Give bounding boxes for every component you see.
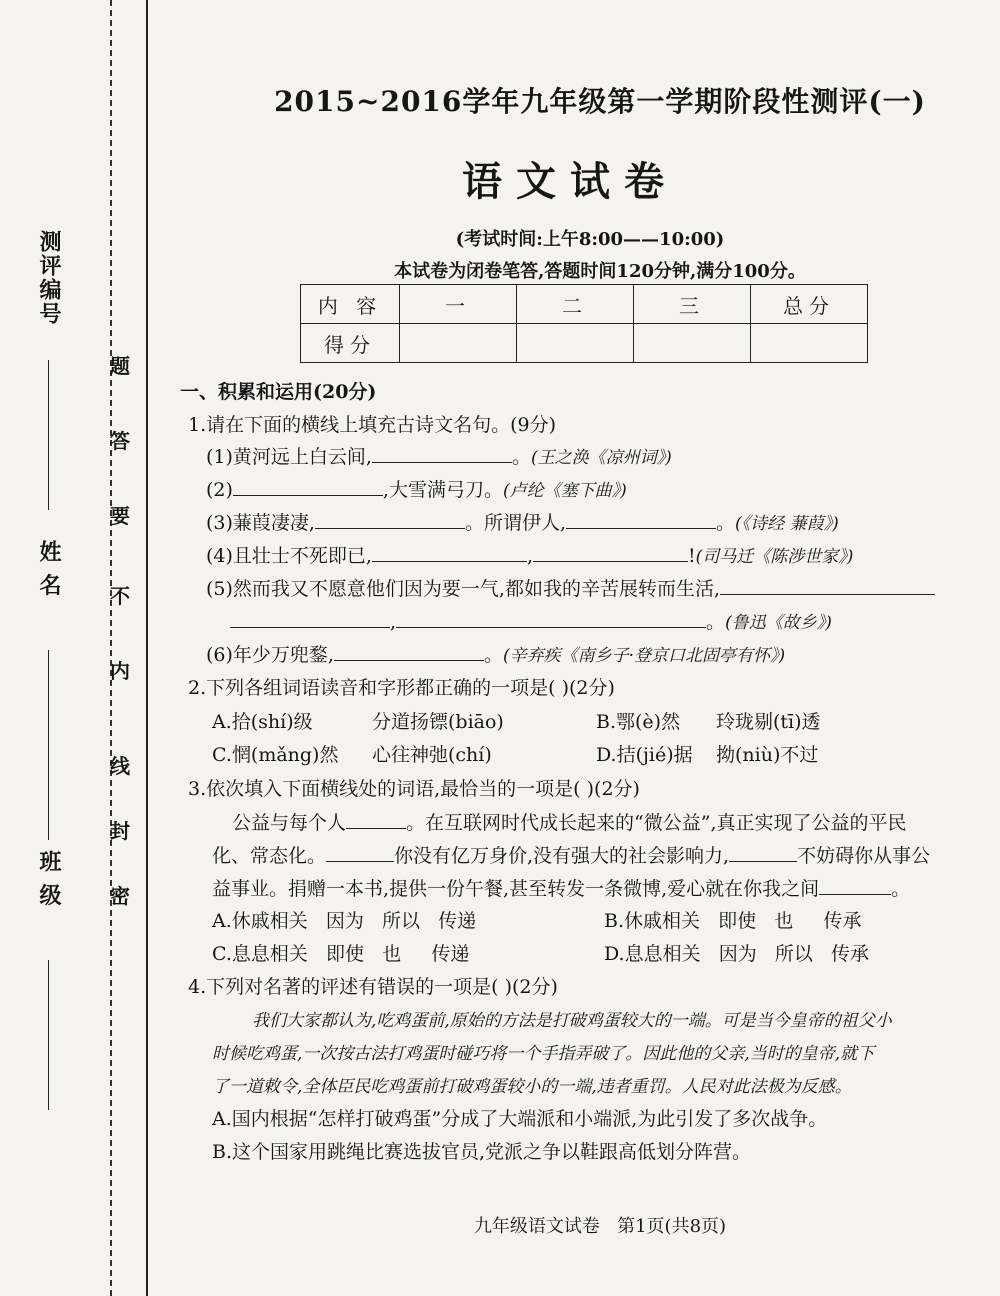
score-cell[interactable]	[634, 324, 751, 363]
seal-char: 线	[110, 754, 130, 778]
score-header-cell: 一	[400, 285, 517, 324]
poem-text: (2)	[206, 479, 233, 501]
class-field[interactable]	[48, 960, 49, 1110]
passage-text: 不妨碍你从事公	[797, 845, 931, 867]
poem-item	[206, 541, 853, 568]
score-table	[300, 284, 868, 363]
poem-source: (王之涣《凉州词》)	[530, 448, 672, 468]
answer-blank[interactable]	[729, 843, 797, 862]
option-b-word1[interactable]: B.鄂(è)然	[596, 711, 681, 733]
question-stem: 4.下列对名著的评述有错误的一项是( )(2分)	[188, 976, 558, 998]
passage-text: 你没有亿万身价,没有强大的社会影响力,	[394, 845, 730, 867]
option-b-word2: 玲珑剔(tī)透	[716, 711, 821, 733]
exam-number-label: 测评编号	[36, 230, 62, 326]
answer-blank[interactable]	[334, 642, 484, 661]
answer-blank[interactable]	[372, 543, 527, 562]
answer-blank[interactable]	[396, 609, 706, 628]
score-cell[interactable]	[400, 324, 517, 363]
poem-text: 。	[716, 512, 736, 534]
poem-source: (司马迁《陈涉世家》)	[695, 547, 854, 567]
name-field[interactable]	[48, 650, 49, 840]
passage-text: 化、常态化。	[212, 845, 327, 867]
poem-text: ,	[526, 545, 534, 567]
exam-note: 本试卷为闭卷笔答,答题时间120分钟,满分100分。	[394, 261, 806, 282]
poem-text: (1)黄河远上白云间,	[206, 446, 372, 468]
seal-char: 不	[110, 584, 130, 608]
passage-text: 。	[891, 878, 911, 900]
passage-line	[232, 808, 906, 835]
option-c-word1[interactable]: C.惘(mǎng)然	[212, 744, 339, 766]
option-a[interactable]: A.休戚相关 因为 所以 传递	[212, 910, 477, 932]
name-label: 姓 名	[36, 540, 62, 598]
poem-source: (卢纶《塞下曲》)	[502, 481, 627, 501]
poem-source: (辛弃疾《南乡子·登京口北固亭有怀》)	[502, 646, 786, 666]
exam-title: 2015~2016学年九年级第一学期阶段性测评(一)	[274, 85, 926, 118]
option-d-word2: 拗(niù)不过	[716, 744, 819, 766]
poem-item	[206, 508, 839, 535]
section-heading: 一、积累和运用(20分)	[180, 381, 377, 403]
poem-text: ,	[390, 611, 397, 633]
score-cell[interactable]	[751, 324, 868, 363]
passage-line	[212, 874, 910, 901]
seal-char: 封	[110, 819, 130, 843]
option-c-word2: 心往神弛(chí)	[372, 744, 492, 766]
poem-source: (鲁迅《故乡》)	[725, 613, 832, 633]
option-a-word1[interactable]: A.拾(shí)级	[212, 711, 313, 733]
poem-item	[206, 442, 672, 469]
option-b[interactable]: B.休戚相关 即使 也 传承	[604, 910, 862, 932]
answer-blank[interactable]	[533, 543, 688, 562]
poem-text: (5)然而我又不愿意他们因为要一气,都如我的辛苦展转而生活,	[206, 578, 720, 600]
seal-char: 密	[110, 884, 130, 908]
poem-text: 。	[511, 446, 531, 468]
poem-item	[206, 640, 785, 667]
option-a[interactable]: A.国内根据“怎样打破鸡蛋”分成了大端派和小端派,为此引发了多次战争。	[212, 1108, 828, 1130]
excerpt-line: 了一道敕令,全体臣民吃鸡蛋前打破鸡蛋较小的一端,违者重罚。人民对此法极为反感。	[212, 1077, 852, 1097]
class-label: 班 级	[36, 850, 62, 908]
poem-item	[230, 607, 832, 634]
page-footer: 九年级语文试卷 第1页(共8页)	[473, 1216, 727, 1237]
option-d-word1[interactable]: D.拮(jié)据	[596, 744, 693, 766]
answer-blank[interactable]	[819, 876, 891, 895]
poem-text: !	[688, 545, 696, 567]
seal-char: 要	[110, 504, 130, 528]
poem-text: ,大雪满弓刀。	[382, 479, 503, 501]
option-a-word2: 分道扬镖(biāo)	[372, 711, 504, 733]
score-header-cell: 内 容	[301, 285, 400, 324]
excerpt-line: 时候吃鸡蛋,一次按古法打鸡蛋时碰巧将一个手指弄破了。因此他的父亲,当时的皇帝,就下	[212, 1044, 875, 1064]
poem-item	[206, 574, 935, 601]
subject-title: 语文试卷	[462, 158, 678, 205]
poem-text: 。所谓伊人,	[464, 512, 567, 534]
option-d[interactable]: D.息息相关 因为 所以 传承	[604, 943, 869, 965]
passage-line	[212, 841, 930, 868]
answer-blank[interactable]	[566, 510, 716, 529]
poem-item	[206, 475, 627, 502]
seal-char: 答	[110, 429, 130, 453]
question-stem: 1.请在下面的横线上填充古诗文名句。(9分)	[188, 414, 557, 436]
answer-blank[interactable]	[326, 843, 394, 862]
poem-text: 。	[483, 644, 503, 666]
poem-text: (4)且壮士不死即已,	[206, 545, 372, 567]
answer-blank[interactable]	[315, 510, 465, 529]
score-row-label: 得分	[301, 324, 400, 363]
seal-line	[110, 0, 112, 1296]
answer-blank[interactable]	[230, 609, 390, 628]
score-header-cell: 二	[517, 285, 634, 324]
poem-text: 。	[706, 611, 726, 633]
answer-blank[interactable]	[346, 810, 406, 829]
answer-blank[interactable]	[720, 576, 935, 595]
seal-char: 题	[110, 354, 130, 378]
answer-blank[interactable]	[372, 444, 512, 463]
poem-source: (《诗经 蒹葭》)	[735, 514, 839, 534]
poem-text: (6)年少万兜鍪,	[206, 644, 334, 666]
option-b[interactable]: B.这个国家用跳绳比赛选拔官员,党派之争以鞋跟高低划分阵营。	[212, 1141, 752, 1163]
question-stem: 2.下列各组词语读音和字形都正确的一项是( )(2分)	[188, 677, 615, 699]
passage-text: 。在互联网时代成长起来的“微公益”,真正实现了公益的平民	[406, 812, 907, 834]
option-c[interactable]: C.息息相关 即使 也 传递	[212, 943, 470, 965]
passage-text: 公益与每个人	[232, 812, 347, 834]
exam-number-field[interactable]	[48, 360, 49, 510]
score-cell[interactable]	[517, 324, 634, 363]
margin-border	[146, 0, 148, 1296]
question-stem: 3.依次填入下面横线处的词语,最恰当的一项是( )(2分)	[188, 778, 640, 800]
excerpt-line: 我们大家都认为,吃鸡蛋前,原始的方法是打破鸡蛋较大的一端。可是当今皇帝的祖父小	[252, 1011, 892, 1031]
score-header-cell: 三	[634, 285, 751, 324]
answer-blank[interactable]	[233, 477, 383, 496]
score-header-cell: 总分	[751, 285, 868, 324]
seal-char: 内	[110, 659, 130, 683]
poem-text: (3)蒹葭凄凄,	[206, 512, 315, 534]
passage-text: 益事业。捐赠一本书,提供一份午餐,甚至转发一条微博,爱心就在你我之间	[212, 878, 820, 900]
exam-time: (考试时间:上午8:00——10:00)	[455, 229, 725, 250]
